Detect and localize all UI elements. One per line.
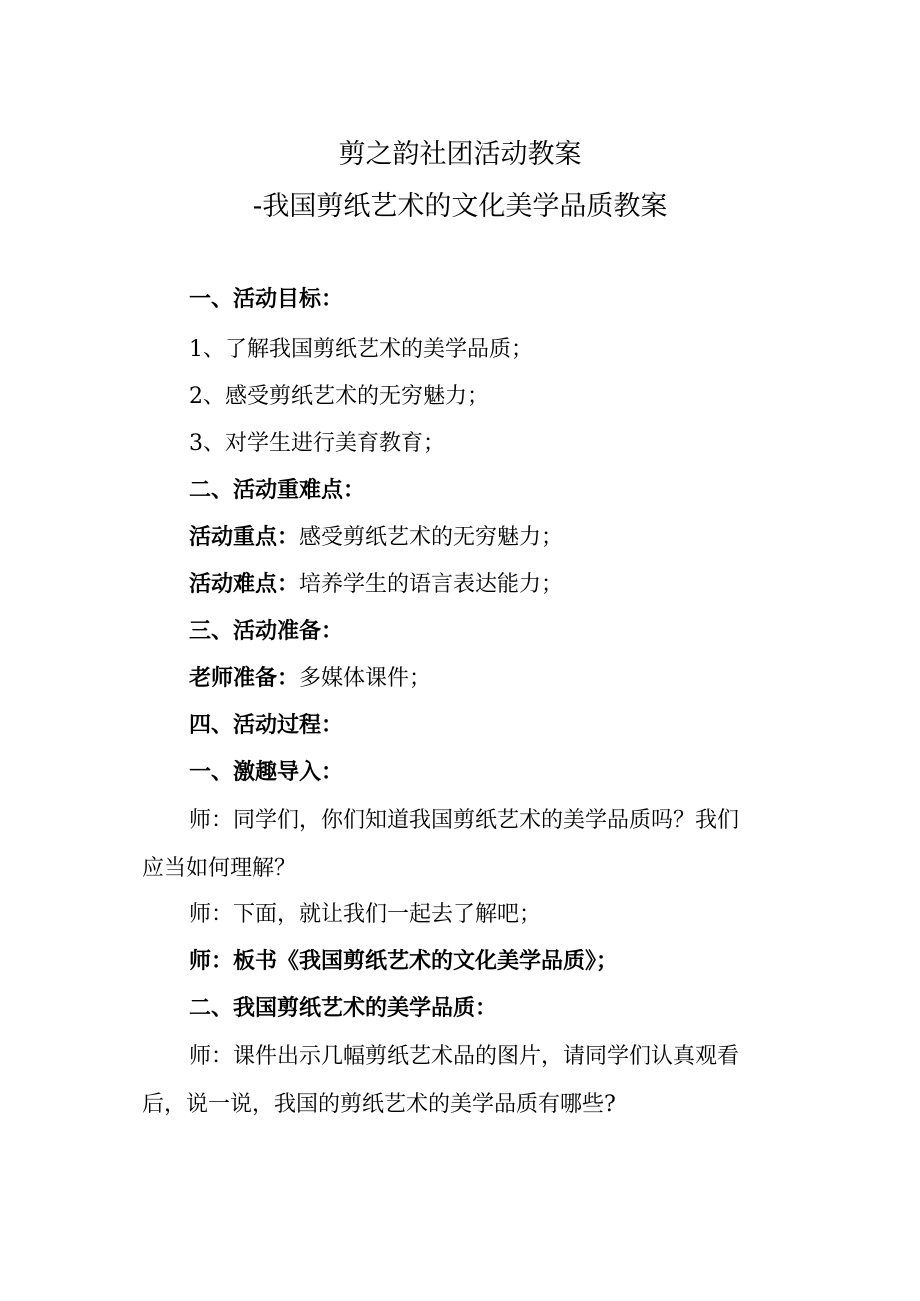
section-heading-preparation: 三、活动准备：	[189, 619, 344, 644]
intro-paragraph-1-line-2: 应当如何理解？	[142, 856, 297, 881]
intro-paragraph-1-line-1: 师：同学们，你们知道我国剪纸艺术的美学品质吗？我们	[189, 808, 740, 833]
quality-paragraph-line-1: 师：课件出示几幅剪纸艺术品的图片，请同学们认真观看	[189, 1044, 740, 1069]
goal-item-1: 1、了解我国剪纸艺术的美学品质；	[189, 337, 533, 362]
section-heading-key-points: 二、活动重难点：	[189, 478, 366, 503]
intro-paragraph-2: 师：下面，就让我们一起去了解吧；	[189, 902, 542, 927]
document-title: 剪之韵社团活动教案	[338, 139, 582, 170]
section-heading-process: 四、活动过程：	[189, 713, 344, 738]
section-heading-goals: 一、活动目标：	[189, 287, 344, 312]
key-point-text: 感受剪纸艺术的无穷魅力；	[299, 525, 564, 550]
difficulty-label: 活动难点：	[189, 572, 300, 597]
subsection-heading-intro: 一、激趣导入：	[189, 760, 344, 785]
teacher-prep-label: 老师准备：	[189, 666, 300, 691]
difficulty-line	[189, 569, 829, 601]
subsection-heading-qualities: 二、我国剪纸艺术的美学品质：	[189, 996, 498, 1021]
difficulty-text: 培养学生的语言表达能力；	[299, 572, 564, 597]
document-subtitle: -我国剪纸艺术的文化美学品质教案	[252, 191, 668, 222]
teacher-prep-line	[189, 663, 829, 695]
goal-item-2: 2、感受剪纸艺术的无穷魅力；	[189, 384, 489, 409]
goal-item-3: 3、对学生进行美育教育；	[189, 431, 445, 456]
intro-paragraph-3: 师：板书《我国剪纸艺术的文化美学品质》；	[189, 949, 619, 974]
quality-paragraph-line-2: 后，说一说，我国的剪纸艺术的美学品质有哪些?	[142, 1092, 616, 1117]
key-point-label: 活动重点：	[189, 525, 300, 550]
key-point-line	[189, 522, 829, 554]
teacher-prep-text: 多媒体课件；	[299, 666, 432, 691]
